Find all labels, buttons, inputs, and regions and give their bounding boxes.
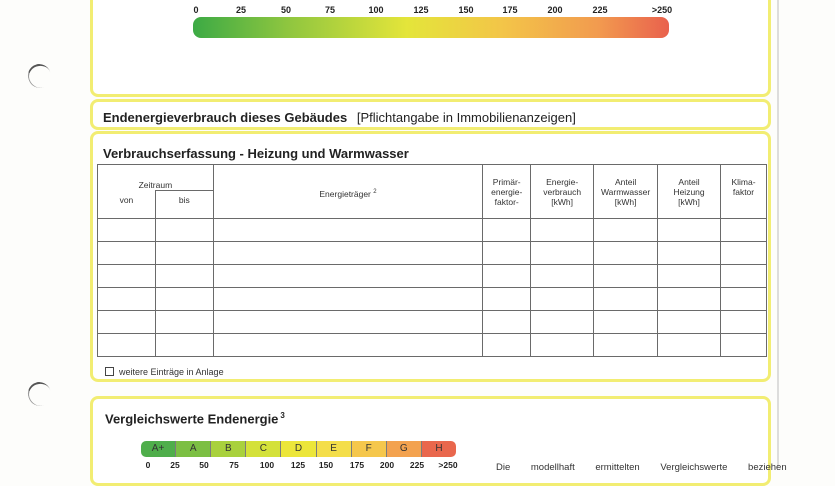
class-c: C (246, 441, 281, 457)
col-primaer-line: faktor- (494, 196, 519, 207)
cell-primaer[interactable] (483, 265, 531, 288)
cell-warmwasser[interactable] (594, 265, 658, 288)
tick-label: 100 (259, 460, 275, 470)
table-row (98, 311, 767, 334)
more-entries-checkbox[interactable] (105, 367, 114, 376)
class-aplus: A+ (141, 441, 176, 457)
tick-label: >250 (438, 460, 458, 470)
compare-scale-labels (145, 460, 458, 470)
tick-label: >250 (651, 5, 673, 15)
tick-label: 225 (592, 5, 608, 15)
tick-label: 150 (318, 460, 334, 470)
energy-scale-box (90, 0, 771, 97)
table-row (98, 334, 767, 357)
cell-bis[interactable] (155, 334, 213, 357)
cell-verbrauch[interactable] (531, 334, 594, 357)
cell-verbrauch[interactable] (531, 219, 594, 242)
cell-primaer[interactable] (483, 334, 531, 357)
tick-label: 200 (379, 460, 395, 470)
cell-bis[interactable] (155, 265, 213, 288)
cell-von[interactable] (98, 242, 156, 265)
tick-label: 100 (368, 5, 384, 15)
col-warmwasser-line: [kWh] (614, 196, 637, 207)
end-energy-box (90, 99, 771, 130)
cell-warmwasser[interactable] (594, 334, 658, 357)
tick-label: 125 (290, 460, 306, 470)
col-primaer-line: Primär- (492, 176, 521, 187)
col-heizung-line: Heizung (673, 186, 705, 197)
cell-energietraeger[interactable] (213, 219, 482, 242)
cell-klima[interactable] (721, 219, 767, 242)
col-primaer-line: energie- (491, 186, 523, 197)
cell-energietraeger[interactable] (213, 311, 482, 334)
cell-heizung[interactable] (658, 242, 721, 265)
compare-title-sup: 3 (280, 411, 285, 420)
cell-von[interactable] (98, 219, 156, 242)
col-von: von (98, 191, 156, 219)
col-energieverbrauch (531, 165, 594, 219)
col-bis: bis (155, 191, 213, 219)
energy-gradient-bar (193, 17, 669, 38)
compare-description: Die modellhaft ermittelten Vergleichswerte beziehen (496, 462, 787, 473)
table-row (98, 219, 767, 242)
tick-label: 225 (409, 460, 425, 470)
cell-verbrauch[interactable] (531, 288, 594, 311)
cell-heizung[interactable] (658, 311, 721, 334)
cell-von[interactable] (98, 288, 156, 311)
class-h: H (422, 441, 456, 457)
col-energietraeger-label: Energieträger (319, 188, 371, 199)
cell-energietraeger[interactable] (213, 288, 482, 311)
more-entries-label: weitere Einträge in Anlage (119, 367, 224, 377)
cell-warmwasser[interactable] (594, 288, 658, 311)
cell-von[interactable] (98, 334, 156, 357)
compare-heading (105, 411, 285, 426)
table-row (98, 242, 767, 265)
col-heizung-line: Anteil (678, 176, 700, 187)
tick-label: 50 (199, 460, 209, 470)
end-energy-title: Endenergieverbrauch dieses Gebäudes (103, 110, 348, 125)
col-klimafaktor (721, 165, 767, 219)
cell-heizung[interactable] (658, 288, 721, 311)
class-d: D (281, 441, 316, 457)
col-energietraeger (213, 165, 482, 219)
cell-verbrauch[interactable] (531, 311, 594, 334)
cell-klima[interactable] (721, 311, 767, 334)
class-e: E (317, 441, 352, 457)
col-warmwasser-line: Warmwasser (600, 186, 651, 197)
col-klima-line: Klima- (731, 177, 756, 187)
consumption-table (97, 164, 767, 357)
col-energietraeger-sup: 2 (373, 189, 377, 195)
tick-label: 200 (547, 5, 563, 15)
cell-bis[interactable] (155, 311, 213, 334)
cell-heizung[interactable] (658, 219, 721, 242)
col-heizung-line: [kWh] (678, 196, 700, 207)
cell-klima[interactable] (721, 242, 767, 265)
cell-energietraeger[interactable] (213, 242, 482, 265)
col-klima-line: faktor (732, 187, 755, 197)
cell-warmwasser[interactable] (594, 219, 658, 242)
col-primaerenergiefaktor (483, 165, 531, 219)
tick-label: 0 (145, 460, 151, 470)
tick-label: 75 (324, 5, 336, 15)
end-energy-heading (103, 110, 576, 125)
end-energy-note: [Pflichtangabe in Immobilienanzeigen] (356, 110, 576, 125)
tick-label: 25 (235, 5, 247, 15)
top-scale-labels (193, 5, 673, 15)
compare-box (90, 396, 787, 486)
col-verbrauch-line: Energie- (546, 176, 579, 187)
tick-label: 125 (413, 5, 429, 15)
tick-label: 150 (458, 5, 474, 15)
cell-heizung[interactable] (658, 334, 721, 357)
cell-bis[interactable] (155, 288, 213, 311)
cell-heizung[interactable] (658, 265, 721, 288)
cell-von[interactable] (98, 265, 156, 288)
cell-primaer[interactable] (483, 311, 531, 334)
col-zeitraum: Zeitraum (98, 165, 214, 191)
cell-warmwasser[interactable] (594, 311, 658, 334)
recording-box (90, 131, 771, 382)
cell-primaer[interactable] (483, 242, 531, 265)
cell-energietraeger[interactable] (213, 265, 482, 288)
cell-primaer[interactable] (483, 219, 531, 242)
cell-bis[interactable] (155, 242, 213, 265)
class-a: A (176, 441, 211, 457)
tick-label: 175 (349, 460, 365, 470)
cell-primaer[interactable] (483, 288, 531, 311)
col-warmwasser-line: Anteil (614, 176, 637, 187)
cell-bis[interactable] (155, 219, 213, 242)
col-anteil-warmwasser (594, 165, 658, 219)
table-row (98, 288, 767, 311)
more-entries-option[interactable] (105, 367, 224, 377)
cell-warmwasser[interactable] (594, 242, 658, 265)
tick-label: 175 (502, 5, 518, 15)
class-b: B (211, 441, 246, 457)
recording-title: Verbrauchserfassung - Heizung und Warmwasser (103, 146, 409, 161)
class-g: G (387, 441, 422, 457)
cell-verbrauch[interactable] (531, 242, 594, 265)
class-f: F (352, 441, 387, 457)
compare-title: Vergleichswerte Endenergie (105, 411, 279, 427)
tick-label: 25 (170, 460, 180, 470)
efficiency-class-bar (141, 441, 456, 457)
tick-label: 0 (193, 5, 199, 15)
cell-klima[interactable] (721, 265, 767, 288)
col-verbrauch-line: [kWh] (551, 196, 574, 207)
tick-label: 75 (229, 460, 239, 470)
col-anteil-heizung (658, 165, 721, 219)
cell-von[interactable] (98, 311, 156, 334)
cell-verbrauch[interactable] (531, 265, 594, 288)
cell-klima[interactable] (721, 334, 767, 357)
cell-energietraeger[interactable] (213, 334, 482, 357)
table-row (98, 265, 767, 288)
col-verbrauch-line: verbrauch (543, 186, 582, 197)
cell-klima[interactable] (721, 288, 767, 311)
tick-label: 50 (280, 5, 292, 15)
